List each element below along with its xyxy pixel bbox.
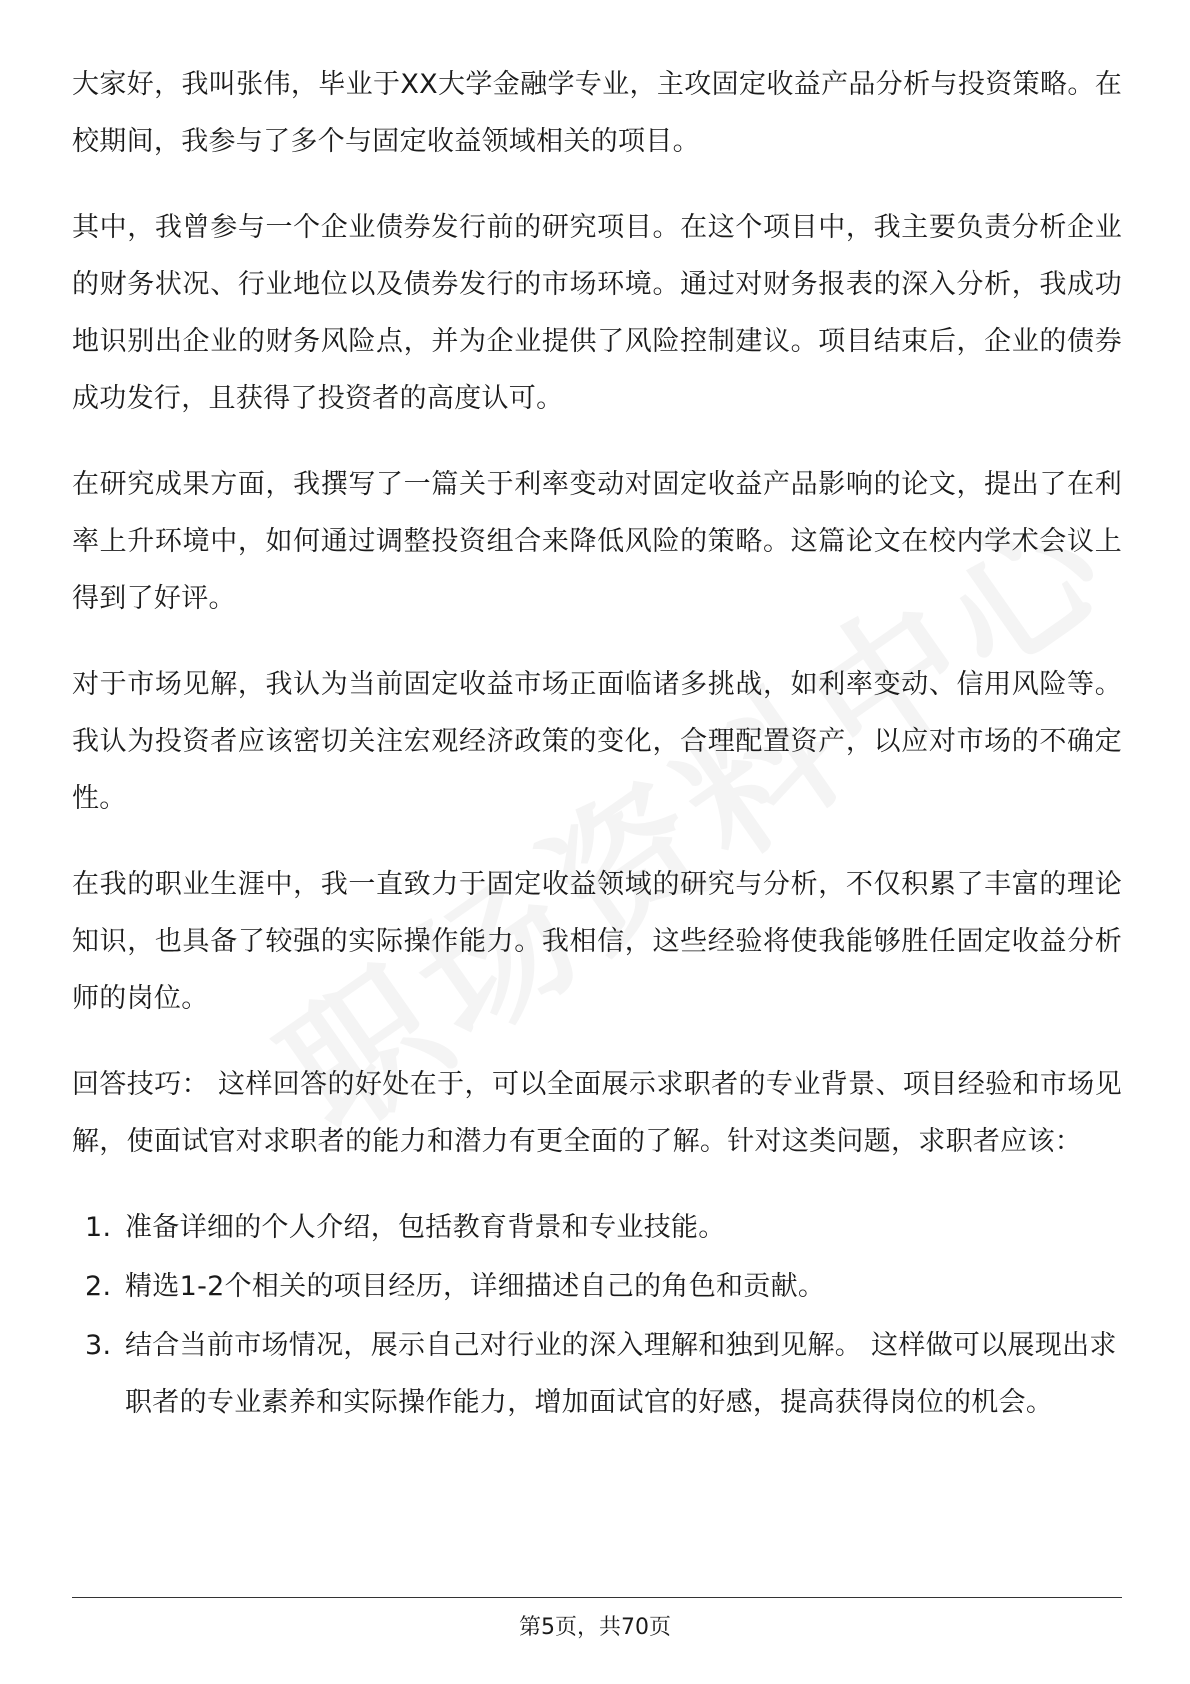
footer-divider xyxy=(72,1597,1122,1598)
list-item-number: 1. xyxy=(85,1212,112,1243)
document-body xyxy=(72,56,1122,1433)
paragraph-market-view: 对于市场见解，我认为当前固定收益市场正面临诸多挑战，如利率变动、信用风险等。我认为投资者应该密切关注宏观经济政策的变化，合理配置资产，以应对市场的不确定性。 xyxy=(72,669,1122,814)
list-item-text: 结合当前市场情况，展示自己对行业的深入理解和独到见解。 这样做可以展现出求职者的专业素养和实际操作能力，增加面试官的好感，提高获得岗位的机会。 xyxy=(125,1330,1117,1418)
paragraph-career: 在我的职业生涯中，我一直致力于固定收益领域的研究与分析，不仅积累了丰富的理论知识，也具备了较强的实际操作能力。我相信，这些经验将使我能够胜任固定收益分析师的岗位。 xyxy=(72,869,1122,1014)
list-item-number: 2. xyxy=(85,1271,112,1302)
paragraph-intro: 大家好，我叫张伟，毕业于XX大学金融学专业，主攻固定收益产品分析与投资策略。在校期间，我参与了多个与固定收益领域相关的项目。 xyxy=(72,69,1122,157)
page-number: 第5页，共70页 xyxy=(519,1615,671,1640)
paragraph-project: 其中，我曾参与一个企业债券发行前的研究项目。在这个项目中，我主要负责分析企业的财务状况、行业地位以及债券发行的市场环境。通过对财务报表的深入分析，我成功地识别出企业的财务风险点，并为企业提供了风险控制建议。项目结束后，企业的债券成功发行，且获得了投资者的高度认可。 xyxy=(72,212,1122,414)
list-item xyxy=(72,1199,1122,1256)
paragraph-research: 在研究成果方面，我撰写了一篇关于利率变动对固定收益产品影响的论文，提出了在利率上升环境中，如何通过调整投资组合来降低风险的策略。这篇论文在校内学术会议上得到了好评。 xyxy=(72,469,1122,614)
list-item-text: 精选1-2个相关的项目经历，详细描述自己的角色和贡献。 xyxy=(125,1271,826,1302)
list-item-text: 准备详细的个人介绍，包括教育背景和专业技能。 xyxy=(125,1212,726,1243)
tips-list xyxy=(72,1199,1122,1431)
paragraph-answer-tips: 回答技巧： 这样回答的好处在于，可以全面展示求职者的专业背景、项目经验和市场见解，使面试官对求职者的能力和潜力有更全面的了解。针对这类问题，求职者应该： xyxy=(72,1069,1122,1157)
list-item-number: 3. xyxy=(85,1330,112,1361)
list-item xyxy=(72,1317,1122,1431)
list-item xyxy=(72,1258,1122,1315)
